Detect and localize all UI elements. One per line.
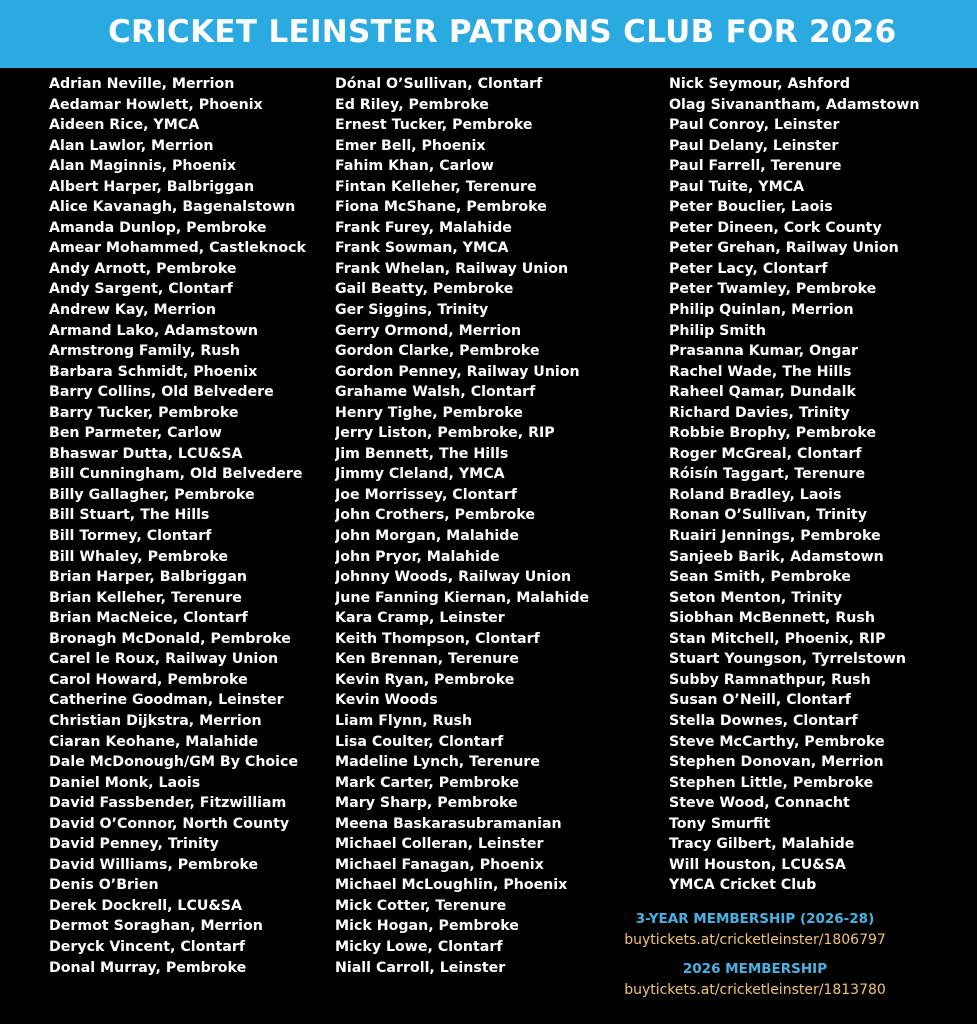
patron-entry: Gordon Penney, Railway Union — [335, 363, 580, 380]
patron-entry: Peter Lacy, Clontarf — [669, 260, 828, 277]
patron-entry: Joe Morrissey, Clontarf — [335, 486, 517, 503]
patron-entry: Susan O’Neill, Clontarf — [669, 692, 851, 709]
patrons-column-3 — [669, 74, 969, 896]
patron-entry: Paul Tuite, YMCA — [669, 178, 805, 195]
patron-entry: Dermot Soraghan, Merrion — [49, 918, 263, 935]
patron-entry: Barbara Schmidt, Phoenix — [49, 363, 258, 380]
patron-entry: Peter Bouclier, Laois — [669, 199, 833, 216]
patron-entry: Madeline Lynch, Terenure — [335, 754, 540, 771]
patron-entry: Adrian Neville, Merrion — [49, 76, 235, 92]
patron-entry: Will Houston, LCU&SA — [669, 856, 846, 873]
patron-entry: Alan Lawlor, Merrion — [49, 137, 214, 154]
page-title: CRICKET LEINSTER PATRONS CLUB FOR 2026 — [108, 14, 897, 50]
patron-entry: Fiona McShane, Pembroke — [335, 199, 547, 216]
three-year-membership-title: 3-YEAR MEMBERSHIP (2026-28) — [635, 911, 875, 927]
patron-entry: Lisa Coulter, Clontarf — [335, 733, 504, 750]
patron-entry: Philip Quinlan, Merrion — [669, 302, 854, 319]
patron-entry: Mary Sharp, Pembroke — [335, 795, 518, 812]
patron-entry: Christian Dijkstra, Merrion — [49, 712, 262, 729]
patron-entry: Michael Colleran, Leinster — [335, 836, 544, 853]
patron-entry: Seton Menton, Trinity — [669, 589, 843, 606]
patron-entry: Sean Smith, Pembroke — [669, 569, 851, 586]
patron-entry: Micky Lowe, Clontarf — [335, 938, 503, 955]
patron-entry: David Penney, Trinity — [49, 836, 219, 853]
patron-entry: Philip Smith — [669, 322, 766, 339]
patron-entry: Ronan O’Sullivan, Trinity — [669, 507, 867, 524]
patron-entry: Sanjeeb Barik, Adamstown — [669, 548, 884, 565]
patron-entry: Peter Dineen, Cork County — [669, 219, 882, 236]
patron-entry: June Fanning Kiernan, Malahide — [335, 589, 590, 606]
patron-entry: Bhaswar Dutta, LCU&SA — [49, 445, 243, 462]
patron-entry: Andy Sargent, Clontarf — [49, 281, 233, 298]
patron-entry: Stephen Little, Pembroke — [669, 774, 874, 791]
patron-entry: Raheel Qamar, Dundalk — [669, 384, 856, 401]
patron-entry: Stella Downes, Clontarf — [669, 712, 858, 729]
patron-entry: Jim Bennett, The Hills — [335, 445, 509, 462]
patron-entry: Fahim Khan, Carlow — [335, 158, 494, 175]
patron-entry: John Morgan, Malahide — [335, 528, 520, 545]
patron-entry: Aideen Rice, YMCA — [49, 117, 200, 134]
patron-entry: Billy Gallagher, Pembroke — [49, 486, 255, 503]
patron-entry: Prasanna Kumar, Ongar — [669, 343, 859, 360]
patron-entry: Steve McCarthy, Pembroke — [669, 733, 885, 750]
patron-entry: Richard Davies, Trinity — [669, 404, 850, 421]
patron-entry: Mick Hogan, Pembroke — [335, 918, 519, 935]
patron-entry: Ernest Tucker, Pembroke — [335, 117, 533, 134]
patron-entry: Jimmy Cleland, YMCA — [335, 466, 505, 483]
patron-entry: Meena Baskarasubramanian — [335, 815, 562, 832]
patron-entry: Stuart Youngson, Tyrrelstown — [669, 651, 906, 668]
patron-entry: Mark Carter, Pembroke — [335, 774, 520, 791]
patron-entry: Tony Smurfit — [669, 815, 771, 832]
patron-entry: Barry Tucker, Pembroke — [49, 404, 239, 421]
patron-entry: Donal Murray, Pembroke — [49, 959, 247, 976]
patron-entry: Tracy Gilbert, Malahide — [669, 836, 855, 853]
patron-entry: Robbie Brophy, Pembroke — [669, 425, 877, 442]
patron-entry: Amear Mohammed, Castleknock — [49, 240, 306, 257]
patrons-column-1 — [49, 74, 329, 978]
patron-entry: Brian Harper, Balbriggan — [49, 569, 247, 586]
patron-entry: Andrew Kay, Merrion — [49, 302, 216, 319]
patron-entry: Barry Collins, Old Belvedere — [49, 384, 274, 401]
patron-entry: Steve Wood, Connacht — [669, 795, 850, 812]
patron-entry: Bill Cunningham, Old Belvedere — [49, 466, 303, 483]
patron-entry: Stan Mitchell, Phoenix, RIP — [669, 630, 886, 647]
patron-entry: Brian Kelleher, Terenure — [49, 589, 242, 606]
patron-entry: John Pryor, Malahide — [335, 548, 500, 565]
patron-entry: Armand Lako, Adamstown — [49, 322, 258, 339]
patrons-column-2 — [335, 74, 665, 978]
patron-entry: Johnny Woods, Railway Union — [335, 569, 572, 586]
patron-entry: Siobhan McBennett, Rush — [669, 610, 875, 627]
patron-entry: Rachel Wade, The Hills — [669, 363, 852, 380]
patron-entry: Ken Brennan, Terenure — [335, 651, 519, 668]
patron-entry: Mick Cotter, Terenure — [335, 897, 507, 914]
patron-entry: Ruairi Jennings, Pembroke — [669, 528, 881, 545]
patron-entry: Frank Furey, Malahide — [335, 219, 512, 236]
patron-entry: Frank Whelan, Railway Union — [335, 260, 569, 277]
patron-entry: Michael Fanagan, Phoenix — [335, 856, 544, 873]
patron-entry: Amanda Dunlop, Pembroke — [49, 219, 267, 236]
patron-entry: Niall Carroll, Leinster — [335, 959, 506, 976]
single-year-membership-title: 2026 MEMBERSHIP — [682, 961, 828, 977]
single-year-membership-link[interactable]: buytickets.at/cricketleinster/1813780 — [624, 982, 886, 998]
patron-entry: Subby Ramnathpur, Rush — [669, 671, 871, 688]
patron-entry: Catherine Goodman, Leinster — [49, 692, 284, 709]
patron-entry: Kevin Ryan, Pembroke — [335, 671, 515, 688]
patron-entry: Ed Riley, Pembroke — [335, 96, 489, 113]
patron-entry: Alice Kavanagh, Bagenalstown — [49, 199, 296, 216]
patron-entry: Roger McGreal, Clontarf — [669, 445, 862, 462]
patron-entry: Dale McDonough/GM By Choice — [49, 754, 299, 771]
patron-entry: Liam Flynn, Rush — [335, 712, 473, 729]
patron-entry: Bill Stuart, The Hills — [49, 507, 210, 524]
patron-entry: Brian MacNeice, Clontarf — [49, 610, 248, 627]
patron-entry: Bill Whaley, Pembroke — [49, 548, 229, 565]
three-year-membership-link[interactable]: buytickets.at/cricketleinster/1806797 — [624, 932, 886, 948]
patron-entry: Armstrong Family, Rush — [49, 343, 240, 360]
patron-entry: Albert Harper, Balbriggan — [49, 178, 255, 195]
patron-entry: Bill Tormey, Clontarf — [49, 528, 212, 545]
patron-entry: Stephen Donovan, Merrion — [669, 754, 884, 771]
patron-entry: David Fassbender, Fitzwilliam — [49, 795, 287, 812]
header-banner — [0, 0, 977, 68]
patron-entry: Paul Farrell, Terenure — [669, 158, 842, 175]
patron-entry: Grahame Walsh, Clontarf — [335, 384, 536, 401]
patron-entry: Gordon Clarke, Pembroke — [335, 343, 540, 360]
patron-entry: Frank Sowman, YMCA — [335, 240, 509, 257]
patron-entry: Ben Parmeter, Carlow — [49, 425, 222, 442]
patron-entry: Denis O’Brien — [49, 877, 159, 894]
three-year-membership — [600, 909, 910, 951]
patron-entry: Kara Cramp, Leinster — [335, 610, 505, 627]
single-year-membership — [600, 959, 910, 1001]
patron-entry: Andy Arnott, Pembroke — [49, 260, 237, 277]
patron-entry: Aedamar Howlett, Phoenix — [49, 96, 263, 113]
patron-entry: Fintan Kelleher, Terenure — [335, 178, 537, 195]
patron-entry: Paul Delany, Leinster — [669, 137, 839, 154]
patron-entry: Jerry Liston, Pembroke, RIP — [335, 425, 555, 442]
patron-entry: Henry Tighe, Pembroke — [335, 404, 523, 421]
patron-entry: Daniel Monk, Laois — [49, 774, 201, 791]
patron-entry: Derek Dockrell, LCU&SA — [49, 897, 242, 914]
patron-entry: David Williams, Pembroke — [49, 856, 259, 873]
patron-entry: Keith Thompson, Clontarf — [335, 630, 540, 647]
patron-entry: Olag Sivanantham, Adamstown — [669, 96, 920, 113]
patron-entry: Roland Bradley, Laois — [669, 486, 842, 503]
patron-entry: Carel le Roux, Railway Union — [49, 651, 279, 668]
patron-entry: John Crothers, Pembroke — [335, 507, 535, 524]
patron-entry: Ger Siggins, Trinity — [335, 302, 489, 319]
patron-entry: Bronagh McDonald, Pembroke — [49, 630, 291, 647]
patron-entry: Michael McLoughlin, Phoenix — [335, 877, 568, 894]
patron-entry: Emer Bell, Phoenix — [335, 137, 486, 154]
patron-entry: Kevin Woods — [335, 692, 438, 709]
patron-entry: Peter Grehan, Railway Union — [669, 240, 899, 257]
patron-entry: Gerry Ormond, Merrion — [335, 322, 522, 339]
patron-entry: YMCA Cricket Club — [669, 877, 817, 894]
patron-entry: David O’Connor, North County — [49, 815, 290, 832]
patron-entry: Dónal O’Sullivan, Clontarf — [335, 76, 543, 92]
patron-entry: Alan Maginnis, Phoenix — [49, 158, 236, 175]
patron-entry: Gail Beatty, Pembroke — [335, 281, 514, 298]
patron-entry: Deryck Vincent, Clontarf — [49, 938, 246, 955]
patron-entry: Róisín Taggart, Terenure — [669, 466, 866, 483]
patron-entry: Carol Howard, Pembroke — [49, 671, 248, 688]
patron-entry: Nick Seymour, Ashford — [669, 76, 851, 92]
patron-entry: Paul Conroy, Leinster — [669, 117, 840, 134]
patron-entry: Ciaran Keohane, Malahide — [49, 733, 259, 750]
patron-entry: Peter Twamley, Pembroke — [669, 281, 877, 298]
